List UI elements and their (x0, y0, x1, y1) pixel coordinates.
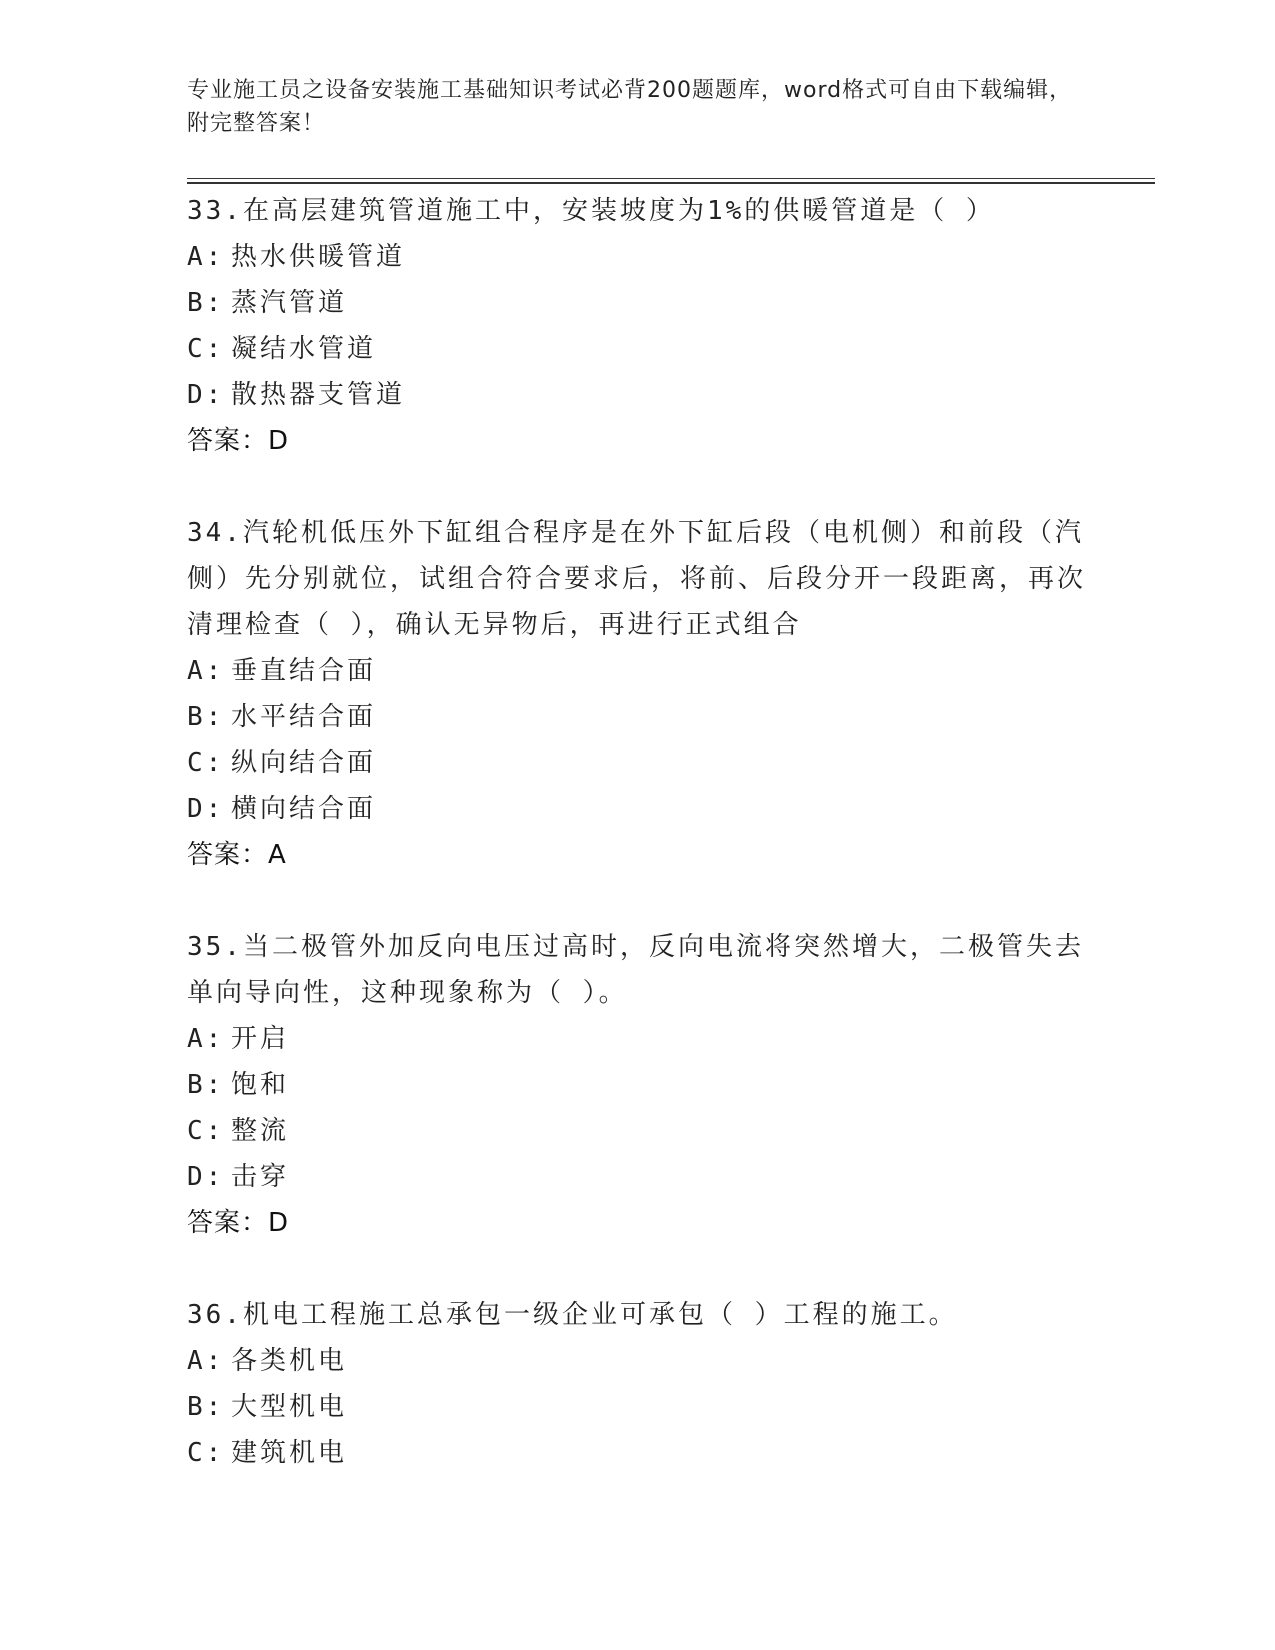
option-key: B: (187, 288, 225, 318)
answer-key: 答案：A (187, 840, 287, 870)
question-stem: 35.当二极管外加反向电压过高时，反向电流将突然增大，二极管失去单向导向性，这种现象称为（ ）。 (187, 932, 1084, 1008)
option-text: 水平结合面 (231, 702, 377, 732)
question-stem: 33.在高层建筑管道施工中，安装坡度为1%的供暖管道是（ ） (187, 196, 995, 226)
option-key: C: (187, 1116, 225, 1146)
option-key: C: (187, 748, 225, 778)
question-list (187, 188, 1087, 1476)
option-text: 蒸汽管道 (231, 288, 348, 318)
question-item (187, 188, 1087, 464)
question-spacer (187, 1246, 1087, 1292)
option-text: 散热器支管道 (231, 380, 406, 410)
answer-option (187, 326, 1087, 372)
answer-option (187, 1430, 1087, 1476)
option-key: A: (187, 242, 225, 272)
option-text: 垂直结合面 (231, 656, 377, 686)
header-divider-thin (187, 178, 1155, 179)
answer-option (187, 1062, 1087, 1108)
option-key: D: (187, 380, 225, 410)
answer-option (187, 1338, 1087, 1384)
document-header: 专业施工员之设备安装施工基础知识考试必背200题题库，word格式可自由下载编辑，附完整答案！ (187, 78, 1073, 136)
option-text: 横向结合面 (231, 794, 377, 824)
answer-option (187, 694, 1087, 740)
option-key: B: (187, 1392, 225, 1422)
option-text: 建筑机电 (231, 1438, 348, 1468)
option-key: D: (187, 1162, 225, 1192)
option-key: C: (187, 334, 225, 364)
answer-option (187, 234, 1087, 280)
option-text: 热水供暖管道 (231, 242, 406, 272)
header-divider-thick (187, 182, 1155, 184)
question-item (187, 924, 1087, 1246)
answer-option (187, 648, 1087, 694)
question-stem: 34.汽轮机低压外下缸组合程序是在外下缸后段（电机侧）和前段（汽侧）先分别就位，试组合符合要求后，将前、后段分开一段距离，再次清理检查（ ），确认无异物后，再进行正式组合 (187, 518, 1087, 640)
option-text: 整流 (231, 1116, 290, 1146)
option-text: 大型机电 (231, 1392, 348, 1422)
answer-key: 答案：D (187, 426, 290, 456)
option-key: B: (187, 1070, 225, 1100)
option-text: 饱和 (231, 1070, 290, 1100)
answer-option (187, 372, 1087, 418)
question-stem: 36.机电工程施工总承包一级企业可承包（ ）工程的施工。 (187, 1300, 958, 1330)
answer-option (187, 1016, 1087, 1062)
option-key: D: (187, 794, 225, 824)
option-key: A: (187, 1024, 225, 1054)
question-item (187, 1292, 1087, 1476)
answer-option (187, 740, 1087, 786)
answer-option (187, 786, 1087, 832)
answer-option (187, 280, 1087, 326)
answer-option (187, 1154, 1087, 1200)
option-text: 各类机电 (231, 1346, 348, 1376)
option-key: A: (187, 656, 225, 686)
option-text: 击穿 (231, 1162, 290, 1192)
option-text: 凝结水管道 (231, 334, 377, 364)
option-key: A: (187, 1346, 225, 1376)
answer-option (187, 1108, 1087, 1154)
option-text: 开启 (231, 1024, 290, 1054)
answer-key: 答案：D (187, 1208, 290, 1238)
question-spacer (187, 878, 1087, 924)
answer-option (187, 1384, 1087, 1430)
option-text: 纵向结合面 (231, 748, 377, 778)
option-key: C: (187, 1438, 225, 1468)
option-key: B: (187, 702, 225, 732)
question-item (187, 510, 1087, 878)
question-spacer (187, 464, 1087, 510)
